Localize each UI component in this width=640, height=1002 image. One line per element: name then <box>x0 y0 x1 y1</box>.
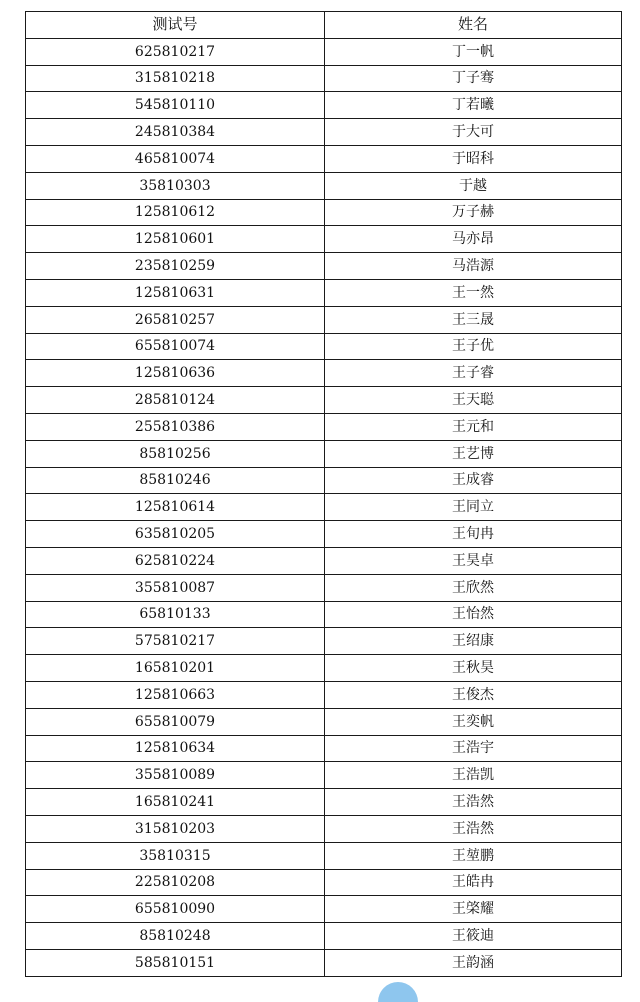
table-body <box>26 38 622 976</box>
bottom-decorative-shape <box>378 982 418 1002</box>
cell-test-number: 85810246 <box>26 467 325 494</box>
cell-test-number: 125810636 <box>26 360 325 387</box>
cell-name: 万子赫 <box>325 199 622 226</box>
table-row <box>26 65 622 92</box>
table-row <box>26 789 622 816</box>
table-header <box>26 12 622 39</box>
cell-name: 马亦昂 <box>325 226 622 253</box>
cell-test-number: 125810612 <box>26 199 325 226</box>
table-row <box>26 253 622 280</box>
cell-test-number: 35810315 <box>26 842 325 869</box>
cell-test-number: 245810384 <box>26 119 325 146</box>
cell-test-number: 165810201 <box>26 655 325 682</box>
cell-name: 王子优 <box>325 333 622 360</box>
table-row <box>26 38 622 65</box>
cell-test-number: 465810074 <box>26 145 325 172</box>
header-test-number: 测试号 <box>26 12 325 39</box>
cell-name: 于大可 <box>325 119 622 146</box>
cell-name: 王奕帆 <box>325 708 622 735</box>
table-row <box>26 896 622 923</box>
table-row <box>26 279 622 306</box>
cell-test-number: 355810087 <box>26 574 325 601</box>
table-row <box>26 681 622 708</box>
cell-name: 王昊卓 <box>325 547 622 574</box>
cell-test-number: 545810110 <box>26 92 325 119</box>
cell-test-number: 125810631 <box>26 279 325 306</box>
table-header-row <box>26 12 622 39</box>
cell-name: 王浩凯 <box>325 762 622 789</box>
table-row <box>26 708 622 735</box>
table-row <box>26 440 622 467</box>
cell-test-number: 35810303 <box>26 172 325 199</box>
cell-test-number: 315810203 <box>26 815 325 842</box>
cell-name: 王皓冉 <box>325 869 622 896</box>
cell-name: 王成睿 <box>325 467 622 494</box>
cell-test-number: 655810090 <box>26 896 325 923</box>
cell-name: 王同立 <box>325 494 622 521</box>
cell-name: 丁若曦 <box>325 92 622 119</box>
table-row <box>26 574 622 601</box>
table-row <box>26 467 622 494</box>
cell-test-number: 265810257 <box>26 306 325 333</box>
results-table <box>25 11 622 977</box>
cell-name: 王怡然 <box>325 601 622 628</box>
table-row <box>26 735 622 762</box>
cell-test-number: 625810224 <box>26 547 325 574</box>
table-row <box>26 815 622 842</box>
table-row <box>26 172 622 199</box>
table-row <box>26 842 622 869</box>
cell-test-number: 315810218 <box>26 65 325 92</box>
cell-test-number: 125810663 <box>26 681 325 708</box>
cell-name: 王子睿 <box>325 360 622 387</box>
cell-test-number: 355810089 <box>26 762 325 789</box>
cell-name: 王天聪 <box>325 387 622 414</box>
cell-name: 王俊杰 <box>325 681 622 708</box>
cell-name: 王秋昊 <box>325 655 622 682</box>
table-row <box>26 226 622 253</box>
cell-name: 于昭科 <box>325 145 622 172</box>
table-row <box>26 387 622 414</box>
table-row <box>26 92 622 119</box>
cell-test-number: 85810248 <box>26 923 325 950</box>
cell-name: 王浩然 <box>325 789 622 816</box>
cell-test-number: 635810205 <box>26 521 325 548</box>
cell-test-number: 575810217 <box>26 628 325 655</box>
cell-name: 王浩然 <box>325 815 622 842</box>
results-table-container <box>25 11 621 977</box>
cell-name: 王欣然 <box>325 574 622 601</box>
table-row <box>26 949 622 976</box>
cell-name: 王三晟 <box>325 306 622 333</box>
table-row <box>26 601 622 628</box>
cell-name: 王绍康 <box>325 628 622 655</box>
cell-name: 马浩源 <box>325 253 622 280</box>
table-row <box>26 869 622 896</box>
table-row <box>26 199 622 226</box>
table-row <box>26 923 622 950</box>
cell-test-number: 625810217 <box>26 38 325 65</box>
cell-name: 于越 <box>325 172 622 199</box>
cell-test-number: 585810151 <box>26 949 325 976</box>
cell-name: 丁一帆 <box>325 38 622 65</box>
table-row <box>26 547 622 574</box>
table-row <box>26 145 622 172</box>
cell-test-number: 165810241 <box>26 789 325 816</box>
table-row <box>26 413 622 440</box>
cell-test-number: 255810386 <box>26 413 325 440</box>
cell-test-number: 225810208 <box>26 869 325 896</box>
cell-name: 王一然 <box>325 279 622 306</box>
cell-name: 王旬冉 <box>325 521 622 548</box>
cell-name: 王棨耀 <box>325 896 622 923</box>
table-row <box>26 655 622 682</box>
cell-test-number: 125810601 <box>26 226 325 253</box>
table-row <box>26 306 622 333</box>
table-row <box>26 119 622 146</box>
cell-name: 王艺博 <box>325 440 622 467</box>
table-row <box>26 360 622 387</box>
cell-name: 王浩宇 <box>325 735 622 762</box>
table-row <box>26 333 622 360</box>
header-name: 姓名 <box>325 12 622 39</box>
table-row <box>26 494 622 521</box>
cell-test-number: 235810259 <box>26 253 325 280</box>
table-row <box>26 628 622 655</box>
table-row <box>26 762 622 789</box>
cell-test-number: 125810614 <box>26 494 325 521</box>
table-row <box>26 521 622 548</box>
cell-test-number: 85810256 <box>26 440 325 467</box>
cell-test-number: 285810124 <box>26 387 325 414</box>
cell-test-number: 65810133 <box>26 601 325 628</box>
cell-test-number: 655810079 <box>26 708 325 735</box>
cell-name: 王韵涵 <box>325 949 622 976</box>
cell-test-number: 655810074 <box>26 333 325 360</box>
cell-name: 王筱迪 <box>325 923 622 950</box>
cell-name: 王元和 <box>325 413 622 440</box>
cell-name: 王堃鹏 <box>325 842 622 869</box>
cell-test-number: 125810634 <box>26 735 325 762</box>
cell-name: 丁子骞 <box>325 65 622 92</box>
